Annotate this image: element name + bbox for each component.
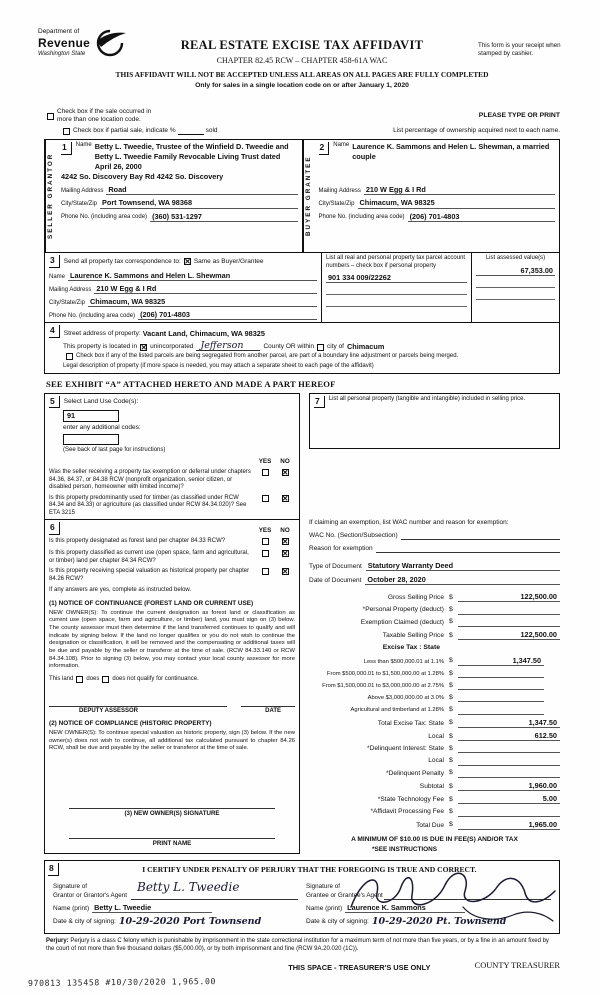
- grantee-date-row: [306, 916, 551, 928]
- dollar-sign: $: [449, 706, 453, 714]
- tax-total-line: [309, 718, 560, 728]
- header: [38, 6, 561, 106]
- county-treasurer-label: COUNTY TREASURER: [474, 961, 560, 971]
- name-print-label: Name (print): [306, 904, 343, 912]
- this-land-label: This land: [49, 676, 74, 682]
- county-or-label: County OR within: [263, 342, 315, 350]
- legal-description-label: Legal description of property (if more space is needed, you may attach a separate sheet to each page of the affidavit): [63, 362, 374, 369]
- warning-line: THIS AFFIDAVIT WILL NOT BE ACCEPTED UNLESS ALL AREAS ON ALL PAGES ARE FULLY COMPLETED: [115, 69, 489, 79]
- ownership-note: List percentage of ownership acquired next to each name.: [393, 127, 560, 135]
- located-in-row: [63, 341, 555, 351]
- tax-line: [309, 606, 560, 615]
- land-use-label: Select Land Use Code(s):: [63, 398, 139, 406]
- tax-rate-label: Less than $500,000.01 at 1.1%: [363, 658, 444, 665]
- footer: [44, 961, 560, 972]
- tax-total-amount[interactable]: 1,960.00: [458, 781, 560, 791]
- tax-correspondence-section: [45, 252, 559, 322]
- signature-of-label: Signature of: [306, 883, 340, 891]
- wac-label: WAC No. (Section/Subsection): [309, 531, 398, 539]
- dollar-sign: $: [449, 681, 453, 689]
- date-label: DATE: [265, 707, 281, 714]
- certify-statement: I CERTIFY UNDER PENALTY OF PERJURY THAT THE FOREGOING IS TRUE AND CORRECT.: [142, 864, 477, 874]
- excise-tax-state-header: Excise Tax : State: [382, 644, 440, 652]
- date-of-document-row: [309, 575, 560, 585]
- section-8-number: 8: [48, 863, 59, 876]
- city-of-label: city of: [327, 342, 344, 350]
- see-back-note: (See back of last page for instructions): [63, 446, 166, 453]
- seller-phone-field[interactable]: (360) 531-1297: [150, 212, 297, 222]
- correspondence-address-field[interactable]: 210 W Egg & I Rd: [94, 284, 317, 294]
- logo-department-of: Department of: [38, 28, 80, 35]
- correspondence-address-label: Mailing Address: [49, 286, 92, 293]
- grantor-date-row: [53, 916, 298, 928]
- receipt-note: This form is your receipt when stamped by cashier.: [478, 42, 561, 58]
- tax-total-amount[interactable]: 612.50: [458, 731, 560, 741]
- multi-location-checkbox[interactable]: [47, 113, 54, 120]
- dollar-sign: $: [449, 657, 453, 665]
- grantee-signature-label: [306, 883, 384, 899]
- assessed-empty-line[interactable]: [476, 288, 555, 300]
- yes-checkbox[interactable]: [262, 538, 269, 545]
- perjury-lead: Perjury:: [46, 937, 69, 944]
- buyer-phone-label: Phone No. (including area code): [318, 214, 405, 221]
- dollar-sign: $: [449, 719, 453, 727]
- dollar-sign: $: [449, 631, 453, 639]
- deputy-date-line[interactable]: [241, 698, 295, 707]
- land-use-question-row: [49, 495, 295, 518]
- tax-total-label: Local: [428, 733, 444, 740]
- tax-line-label: Taxable Selling Price: [382, 631, 444, 639]
- tax-rate-line: [309, 669, 560, 678]
- parcel-numbers-cell: [321, 253, 471, 322]
- no-checkbox[interactable]: [282, 568, 289, 575]
- deputy-assessor-labels: [49, 708, 295, 716]
- date-of-document-field[interactable]: October 28, 2020: [365, 575, 560, 585]
- tax-total-amount[interactable]: [458, 808, 560, 817]
- tax-total-line: [309, 757, 560, 766]
- assessed-values-cell: [471, 253, 559, 322]
- type-of-document-row: [309, 561, 560, 571]
- tax-calculation-block: [309, 589, 560, 854]
- deputy-assessor-lines: [49, 698, 295, 707]
- grantee-agent-label: Grantee or Grantee's Agent: [306, 891, 383, 899]
- right-column: [300, 393, 560, 854]
- yes-header: YES: [258, 526, 272, 534]
- tax-total-label: Subtotal: [419, 782, 444, 790]
- dollar-sign: $: [449, 795, 453, 803]
- tax-total-line: [309, 769, 560, 778]
- tax-total-line: [309, 744, 560, 753]
- partial-sale-sold-label: sold: [205, 127, 218, 135]
- tax-rate-label: From $500,000.01 to $1,500,000.00 at 1.28%: [327, 670, 444, 677]
- designation-question-row: [49, 550, 295, 565]
- qualify-row: [49, 676, 295, 684]
- new-owner-signature-block: [49, 793, 295, 852]
- dollar-sign: $: [449, 821, 453, 829]
- tax-total-line: [309, 794, 560, 804]
- parcel-number-field[interactable]: 901 334 009/22262: [326, 273, 467, 283]
- assessed-empty-line[interactable]: [476, 276, 555, 288]
- grantee-date-city-field[interactable]: 10-29-2020 Pt. Townsend: [371, 915, 507, 927]
- tax-total-line: [309, 820, 560, 830]
- dollar-sign: $: [449, 808, 453, 816]
- notice-continuance-title: (1) NOTICE OF CONTINUANCE (FOREST LAND OR CURRENT USE): [49, 599, 254, 607]
- no-header: NO: [280, 526, 290, 534]
- question-text: Is this property predominantly used for timber (as classified under RCW 84.34 and 84.33) or agriculture (as classified under RCW 84.34.020)? See ETA 3215: [49, 494, 247, 516]
- print-name-line[interactable]: [69, 827, 275, 839]
- seller-city-row: [61, 198, 298, 208]
- correspondence-city-row: [49, 297, 317, 307]
- no-header: NO: [280, 458, 290, 466]
- additional-codes-field[interactable]: [63, 434, 119, 445]
- tax-rate-amount[interactable]: [458, 706, 544, 715]
- parcel-numbers-header: List all real and personal property tax parcel account numbers – check box if personal property: [326, 255, 466, 269]
- grantor-agent-label: Grantor or Grantor's Agent: [53, 891, 128, 899]
- section-3-number: 3: [49, 255, 60, 268]
- no-checkbox[interactable]: [282, 550, 289, 557]
- question-text: Is this property classified as current use (open space, farm and agricultural, or timber) land per chapter 84.34 RCW?: [49, 550, 249, 564]
- chapter-line: CHAPTER 82.45 RCW – CHAPTER 458-61A WAC: [216, 55, 388, 65]
- yes-checkbox[interactable]: [262, 550, 269, 557]
- correspondence-phone-row: [49, 310, 317, 320]
- correspondence-name-field[interactable]: Laurence K. Sammons and Helen L. Shewman: [68, 271, 317, 281]
- assessed-values-header: List assessed value(s): [485, 255, 546, 262]
- seller-city-field[interactable]: Port Townsend, WA 98368: [100, 198, 297, 208]
- exemption-block: [309, 519, 560, 585]
- question-text: Was the seller receiving a property tax exemption or deferral under chapters 84.36, 84.37, or 84.38 RCW (nonprofit organization, senior citizen, or disabled person, homeowner with limited income)?: [49, 469, 251, 491]
- reason-label: Reason for exemption: [309, 544, 373, 552]
- partial-sale-row: [44, 127, 560, 135]
- designation-question-row: [49, 568, 295, 583]
- parties-section: [45, 140, 559, 252]
- certification-section: [44, 860, 560, 934]
- land-use-code-field[interactable]: 91: [63, 410, 119, 421]
- tax-total-amount[interactable]: [458, 744, 560, 753]
- notice-compliance-title: (2) NOTICE OF COMPLIANCE (HISTORIC PROPERTY): [49, 720, 212, 727]
- correspondence-phone-field[interactable]: (206) 701-4803: [138, 310, 317, 320]
- tax-rate-amount[interactable]: [458, 669, 544, 678]
- notice-compliance-text: NEW OWNER(S): To continue special valuation as historic property, sign (3) below. If the new owner(s) does not wish to continue, all additional tax calculated pursuant to chapter 84.26 RCW, shall be due and payable by the seller or transferor at the time of sale.: [49, 730, 295, 752]
- tax-line-amount[interactable]: [458, 606, 560, 615]
- legal-description-value: SEE EXHIBIT “A” ATTACHED HERETO AND MADE A PART HEREOF: [46, 379, 336, 390]
- tax-total-label: *Affidavit Processing Fee: [370, 808, 444, 816]
- date-of-document-label: Date of Document: [309, 577, 362, 585]
- dollar-sign: $: [449, 669, 453, 677]
- does-not-checkbox[interactable]: [102, 676, 109, 683]
- county-handwritten-field[interactable]: Jefferson: [196, 341, 260, 351]
- parcel-empty-line[interactable]: [326, 283, 467, 295]
- tax-total-label: *Delinquent Penalty: [386, 769, 444, 777]
- seller-address-field[interactable]: Road: [106, 185, 297, 195]
- grantee-name-print-field[interactable]: Laurence K. Sammons: [345, 903, 465, 913]
- reason-row: [309, 544, 560, 553]
- yes-checkbox[interactable]: [262, 469, 269, 476]
- perjury-clause: [44, 938, 560, 954]
- segregated-label: Check box if any of the listed parcels are being segregated from another parcel, are part of a boundary line adjustment or parcels being merged.: [76, 353, 459, 360]
- tax-total-label: Local: [428, 757, 444, 765]
- tax-total-line: [309, 781, 560, 791]
- multi-location-row: [44, 108, 560, 124]
- tax-line: [309, 592, 560, 602]
- tax-total-label: Total Due: [416, 821, 444, 829]
- grantor-name-print-row: [53, 903, 298, 913]
- tax-total-label: *Delinquent Interest: State: [367, 745, 444, 753]
- no-checkbox[interactable]: [282, 495, 289, 502]
- partial-sale-label: Check box if partial sale, indicate %: [73, 127, 176, 135]
- dollar-sign: $: [449, 606, 453, 614]
- tax-total-line: [309, 808, 560, 817]
- tax-total-amount[interactable]: 5.00: [458, 794, 560, 804]
- seller-address-row: [61, 185, 298, 195]
- deputy-assessor-label: DEPUTY ASSESSOR: [79, 707, 139, 714]
- buyer-city-row: [319, 198, 556, 208]
- seller-phone-row: [61, 212, 298, 222]
- date-city-label: Date & city of signing:: [306, 917, 369, 925]
- reason-field[interactable]: [376, 544, 560, 553]
- tax-line: [309, 630, 560, 640]
- city-of-value[interactable]: Chimacum: [347, 341, 385, 351]
- tax-line-amount[interactable]: 122,500.00: [458, 592, 560, 602]
- logo-washington-state: Washington State: [38, 51, 86, 58]
- does-label: does: [86, 676, 100, 682]
- does-not-label: does not qualify for continuance.: [112, 676, 199, 682]
- buyer-section: [302, 140, 560, 252]
- grantor-signature-block: [49, 879, 302, 929]
- dollar-sign: $: [449, 693, 453, 701]
- section-4-number: 4: [49, 325, 60, 338]
- signature-of-label: Signature of: [53, 883, 87, 891]
- yes-checkbox[interactable]: [262, 568, 269, 575]
- grantor-date-city-field[interactable]: 10-29-2020 Port Townsend: [118, 915, 262, 927]
- treasurer-space-label: THIS SPACE - TREASURER'S USE ONLY: [288, 962, 431, 972]
- perjury-text: Perjury is a class C felony which is punishable by imprisonment in the state correctional institution for a maximum term of not more than five years, or by a fine in an amount fixed by the court of not more than five thousand dollars ($5,000.00), or by both imprisonment and fine (RCW 9A.20.020 (1C)).: [46, 937, 549, 952]
- designation-question-row: [49, 538, 295, 547]
- land-use-section: [44, 393, 300, 520]
- no-checkbox[interactable]: [282, 469, 289, 476]
- type-of-document-label: Type of Document: [309, 562, 362, 570]
- tax-total-amount[interactable]: 1,965.00: [458, 820, 560, 830]
- tax-total-label: Total Excise Tax: State: [377, 719, 444, 727]
- section6-yesno-header: [49, 522, 295, 535]
- section-1-number: 1: [61, 142, 72, 155]
- send-correspondence-label: Send all property tax correspondence to:: [63, 257, 181, 265]
- located-in-label: This property is located in: [63, 342, 138, 350]
- new-owner-signature-label: (3) NEW OWNER(S) SIGNATURE: [124, 809, 220, 817]
- exemption-intro: If claiming an exemption, list WAC number and reason for exemption:: [309, 518, 509, 526]
- additional-codes-label: enter any additional codes:: [63, 423, 141, 431]
- tax-rate-amount[interactable]: [458, 681, 544, 690]
- correspondence-city-label: City/State/Zip: [49, 299, 86, 306]
- correspondence-city-field[interactable]: Chimacum, WA 98325: [88, 297, 317, 307]
- tax-rate-line: [309, 693, 560, 702]
- section5-yesno-header: [49, 458, 295, 466]
- dollar-sign: $: [449, 769, 453, 777]
- grantor-signature-label: [53, 883, 131, 899]
- tax-line-label: Gross Selling Price: [387, 594, 444, 602]
- seller-section: [45, 140, 302, 252]
- same-as-buyer-label: Same as Buyer/Grantee: [193, 257, 264, 265]
- tax-line: [309, 618, 560, 627]
- buyer-side-label: BUYER GRANTEE: [303, 140, 315, 252]
- personal-property-label: List all personal property (tangible and intangible) included in selling price.: [328, 395, 526, 402]
- seller-city-label: City/State/Zip: [61, 201, 98, 208]
- parcel-empty-line[interactable]: [326, 295, 467, 307]
- see-instructions-note: *SEE INSTRUCTIONS: [372, 846, 437, 854]
- seller-side-label: SELLER GRANTOR: [45, 140, 57, 252]
- street-address-label: Street address of property:: [63, 329, 141, 337]
- buyer-address-field[interactable]: 210 W Egg & I Rd: [364, 185, 555, 195]
- tax-total-label: *State Technology Fee: [377, 796, 444, 804]
- section-2-number: 2: [319, 142, 330, 155]
- personal-property-section: [309, 393, 560, 449]
- deputy-assessor-signature-line[interactable]: [49, 698, 227, 707]
- correspondence-name-row: [49, 271, 317, 281]
- tax-total-amount[interactable]: [458, 769, 560, 778]
- no-checkbox[interactable]: [282, 538, 289, 545]
- cashier-stamp: 970813 135458 #10/30/2020 1,965.00: [27, 975, 217, 988]
- segregated-row: [63, 353, 555, 361]
- buyer-city-label: City/State/Zip: [318, 201, 355, 208]
- tax-line-amount[interactable]: [458, 618, 560, 627]
- minimum-due-note: A MINIMUM OF $10.00 IS DUE IN FEE(S) AND/OR TAX: [351, 835, 518, 843]
- if-yes-note: If any answers are yes, complete as instructed below.: [49, 587, 192, 594]
- title-block: [104, 38, 500, 90]
- partial-sale-percent-field[interactable]: [178, 127, 204, 135]
- section-7-number: 7: [314, 396, 325, 409]
- grantee-signature-field[interactable]: [384, 880, 551, 900]
- tax-total-line: [309, 731, 560, 741]
- yes-checkbox[interactable]: [262, 495, 269, 502]
- unincorporated-checkbox[interactable]: [140, 344, 147, 351]
- new-owner-signature-line[interactable]: [69, 797, 275, 809]
- seller-name-value[interactable]: Betty L. Tweedie, Trustee of the Winfield D. Tweedie and Betty L. Tweedie Family Revocable Living Trust dated April 26, 2000: [94, 142, 289, 172]
- tax-rate-amount[interactable]: 1,347.50: [458, 656, 544, 666]
- buyer-address-label: Mailing Address: [318, 187, 361, 194]
- seller-name-label: Name: [75, 142, 92, 149]
- grantee-signature-block: [302, 879, 555, 929]
- correspondence-address-row: [49, 284, 317, 294]
- buyer-phone-row: [319, 212, 556, 222]
- tax-rate-label: From $1,500,000.01 to $3,000,000.00 at 2.75%: [322, 683, 444, 690]
- question-text: Is this property designated as forest land per chapter 84.33 RCW?: [49, 537, 226, 544]
- middle-columns: [44, 393, 560, 854]
- tax-rate-label: Agricultural and timberland at 1.28%: [350, 707, 444, 714]
- seller-address-overflow: 4242 So. Discovery Bay Rd 4242 So. Discovery: [61, 172, 224, 182]
- yes-header: YES: [258, 458, 272, 466]
- please-type-or-print: PLEASE TYPE OR PRINT: [478, 111, 560, 119]
- wac-field[interactable]: [401, 531, 560, 540]
- tax-line-label: *Personal Property (deduct): [362, 606, 444, 614]
- section-5-number: 5: [49, 396, 60, 409]
- dollar-sign: $: [449, 757, 453, 765]
- dollar-sign: $: [449, 744, 453, 752]
- correspondence-name-label: Name: [49, 273, 66, 280]
- logo-revenue: Revenue: [38, 36, 91, 51]
- wac-row: [309, 531, 560, 540]
- main-form-box: [44, 139, 560, 374]
- type-of-document-field[interactable]: Statutory Warranty Deed: [366, 561, 560, 571]
- tax-rate-line: [309, 706, 560, 715]
- tax-line-amount[interactable]: 122,500.00: [458, 630, 560, 640]
- form-title: REAL ESTATE EXCISE TAX AFFIDAVIT: [180, 38, 424, 52]
- dollar-sign: $: [449, 732, 453, 740]
- buyer-address-row: [319, 185, 556, 195]
- grantor-signature-field[interactable]: Betty L. Tweedie: [131, 880, 298, 900]
- correspondence-phone-label: Phone No. (including area code): [49, 312, 136, 319]
- question-text: Is this property receiving special valuation as historical property per chapter 84.26 RCW?: [49, 568, 250, 582]
- same-as-buyer-checkbox[interactable]: [184, 258, 191, 265]
- date-city-label: Date & city of signing:: [53, 917, 116, 925]
- print-name-label: PRINT NAME: [152, 840, 192, 848]
- dor-logo-text: [38, 28, 90, 59]
- tax-rate-label: Above $3,000,000.00 at 3.0%: [367, 695, 444, 702]
- name-print-label: Name (print): [53, 904, 90, 912]
- buyer-name-label: Name: [333, 142, 350, 149]
- multi-location-label: Check box if the sale occurred in more than one location code.: [57, 108, 152, 124]
- unincorporated-label: unincorporated: [150, 342, 194, 350]
- grantor-name-print-field[interactable]: Betty L. Tweedie: [92, 903, 212, 913]
- tax-rate-amount[interactable]: [458, 693, 544, 702]
- assessed-value-field[interactable]: 67,353.00: [476, 266, 555, 276]
- city-of-checkbox[interactable]: [317, 344, 324, 351]
- buyer-phone-field[interactable]: (206) 701-4803: [408, 212, 555, 222]
- street-address-field[interactable]: Vacant Land, Chimacum, WA 98325: [142, 328, 265, 338]
- land-use-question-row: [49, 469, 295, 492]
- designation-section: [44, 520, 300, 854]
- only-for-line: Only for sales in a single location code on or after January 1, 2020: [195, 81, 409, 89]
- tax-rate-line: [309, 681, 560, 690]
- tax-line-label: Exemption Claimed (deduct): [360, 618, 444, 626]
- buyer-name-value[interactable]: Laurence K. Sammons and Helen L. Shewman, a married couple: [352, 142, 550, 162]
- dollar-sign: $: [449, 782, 453, 790]
- dollar-sign: $: [449, 618, 453, 626]
- dollar-sign: $: [449, 593, 453, 601]
- notice-continuance-text: NEW OWNER(S): To continue the current designation as forest land or classification as current use (open space, farm and agriculture, or timber) land, you must sign on (3) below. The county assessor must then determine if the land transferred continues to qualify and will indicate by signing below. If the land no longer qualifies or you do not wish to continue the designation or classification, it will be removed and the compensating or additional taxes will be due and payable by the seller or transferor at the time of sale. (RCW 84.33.140 or RCW 84.34.108). Prior to signing (3) below, you may contact your local county assessor for more information.: [49, 609, 295, 670]
- grantee-name-print-row: [306, 903, 551, 913]
- property-location-section: [45, 322, 559, 373]
- tax-total-amount[interactable]: [458, 757, 560, 766]
- segregated-checkbox[interactable]: [66, 353, 73, 360]
- seller-phone-label: Phone No. (including area code): [61, 214, 148, 221]
- section-6-number: 6: [49, 522, 60, 535]
- tax-rate-line: [309, 656, 560, 666]
- buyer-city-field[interactable]: Chimacum, WA 98325: [358, 198, 555, 208]
- left-column: [44, 393, 300, 854]
- tax-total-amount[interactable]: 1,347.50: [458, 718, 560, 728]
- does-checkbox[interactable]: [76, 676, 83, 683]
- partial-sale-checkbox[interactable]: [63, 128, 70, 135]
- seller-address-label: Mailing Address: [61, 187, 104, 194]
